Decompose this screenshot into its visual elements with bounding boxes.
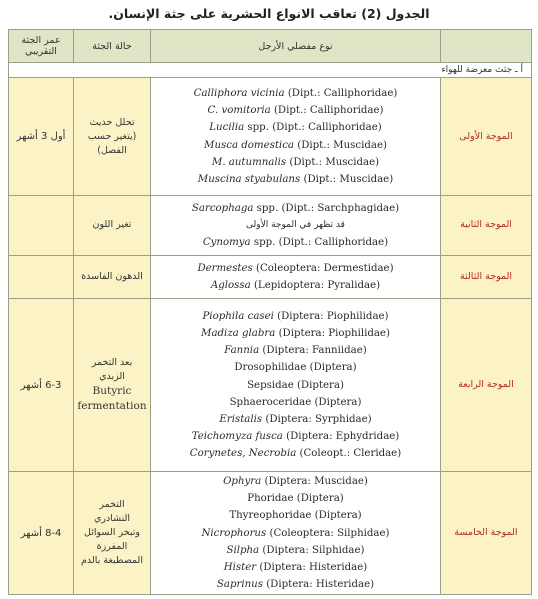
succession-table [8, 29, 532, 595]
state-line: التخمر [99, 499, 125, 511]
state-line: الزبدي [99, 371, 125, 383]
species-family: (Diptera: Piophilidae) [277, 310, 389, 322]
species-line: Sepsidae (Diptera) [247, 379, 344, 391]
species-line [151, 525, 440, 542]
wave-cell [441, 255, 532, 298]
species-family: (Dipt.: Calliphoridae) [278, 236, 389, 248]
table-title: الجدول (2) تعاقب الانواع الحشرية على جثة الإنسان. [108, 6, 430, 21]
species-line [151, 200, 440, 217]
state-line-en: fermentation [77, 400, 147, 413]
header-state: حالة الجثة [74, 30, 151, 63]
state-cell [74, 472, 151, 595]
state-cell [74, 298, 151, 471]
species-cell [151, 196, 441, 256]
species-cell [151, 298, 441, 471]
species-family: (Coleoptera: Silphidae) [269, 527, 390, 539]
species-line [151, 85, 440, 102]
species-name: M. autumnalis [211, 156, 287, 168]
species-line [151, 234, 440, 251]
species-line [151, 559, 440, 576]
wave-label: الموجة الرابعة [458, 379, 514, 391]
state-line: (يتغير حسب [87, 130, 137, 142]
wave-label: الموجة الأولى [459, 130, 513, 142]
species-line [151, 473, 440, 490]
species-line [151, 102, 440, 119]
species-family: (Dipt.: Calliphoridae) [273, 105, 384, 117]
species-line: قد تظهر في الموجة الأولى [246, 219, 345, 230]
species-name: Aglossa [210, 279, 251, 291]
species-line [151, 428, 440, 445]
wave-label: الموجة الثالثة [459, 270, 513, 282]
species-name: Corynetes, Necrobia [189, 448, 297, 460]
species-family: (Coleoptera: Dermestidae) [256, 262, 394, 274]
table-row [9, 196, 532, 256]
species-name: Eristalis [219, 414, 263, 426]
wave-label: الموجة الثانية [460, 219, 512, 231]
species-name: Saprinus [216, 579, 263, 591]
species-line [151, 342, 440, 359]
state-line: تحلل حديث [89, 116, 135, 128]
species-line [151, 411, 440, 428]
species-name: Sarcophaga [191, 202, 254, 214]
species-family: (Diptera: Silphidae) [262, 544, 365, 556]
species-name: Hister [223, 562, 257, 574]
species-name: Silpha [226, 544, 260, 556]
species-suffix: spp. [247, 122, 269, 134]
species-family: (Diptera: Histeridae) [266, 579, 375, 591]
age-text: 6-3 أشهر [20, 379, 62, 391]
species-name: Calliphora vicinia [193, 88, 285, 100]
wave-cell [441, 472, 532, 595]
species-name: Lucilia [209, 122, 245, 134]
species-name: Teichomyza fusca [191, 431, 283, 443]
species-family: (Diptera: Piophilidae) [278, 328, 390, 340]
table-row [9, 298, 532, 471]
species-family: (Diptera: Ephydridae) [286, 431, 400, 443]
state-line: تغير اللون [92, 219, 132, 231]
species-suffix: spp. [253, 236, 276, 248]
wave-cell [441, 298, 532, 471]
species-family: (Diptera: Histeridae) [259, 562, 368, 574]
species-family: (Dipt.: Muscidae) [289, 156, 380, 168]
age-cell [9, 78, 74, 196]
species-line: Phoridae (Diptera) [247, 493, 344, 505]
species-line: Drosophilidae (Diptera) [234, 362, 357, 374]
wave-label: الموجة الخامسة [454, 527, 518, 539]
species-line: Thyreophoridae (Diptera) [229, 510, 362, 522]
species-line [151, 445, 440, 462]
header-row [9, 30, 532, 63]
state-cell [74, 255, 151, 298]
state-line: الدهون الفاسدة [81, 270, 143, 282]
species-family: (Diptera: Syrphidae) [265, 414, 372, 426]
species-line [151, 137, 440, 154]
header-species: نوع مفصلي الأرجل [151, 30, 441, 63]
wave-cell [441, 78, 532, 196]
species-family: (Dipt.: Sarchphagidae) [281, 202, 400, 214]
age-cell [9, 255, 74, 298]
species-family: (Dipt.: Calliphoridae) [272, 122, 382, 134]
species-family: (Dipt.: Muscidae) [297, 139, 387, 151]
section-row [9, 63, 532, 78]
species-name: Cynomya [202, 236, 251, 248]
state-line: الفصل) [97, 144, 127, 156]
species-name: Musca domestica [204, 139, 294, 151]
wave-cell [441, 196, 532, 256]
species-line [151, 325, 440, 342]
table-row [9, 255, 532, 298]
species-family: (Lepidoptera: Pyralidae) [253, 279, 381, 291]
age-text: أول 3 أشهر [16, 131, 66, 143]
species-name: Fannia [224, 345, 260, 357]
species-family: (Dipt.: Calliphoridae) [287, 88, 398, 100]
species-cell [151, 78, 441, 196]
section-label: أ ـ جثث معرضة للهواء [9, 63, 532, 78]
species-name: Dermestes [197, 262, 253, 274]
species-cell [151, 255, 441, 298]
state-line: بعد التخمر [91, 357, 133, 369]
species-line [151, 260, 440, 277]
species-line [151, 277, 440, 294]
species-name: C. vomitoria [207, 105, 271, 117]
species-name: Ophyra [223, 476, 262, 488]
species-family: (Diptera: Muscidae) [264, 476, 368, 488]
species-line: Sphaeroceridae (Diptera) [229, 396, 362, 408]
species-line [151, 576, 440, 593]
state-line-en: Butyric [92, 385, 132, 398]
species-name: Piophila casei [202, 310, 274, 322]
species-line [151, 308, 440, 325]
header-wave [441, 30, 532, 63]
state-line: النشادري [93, 513, 131, 525]
state-line: وتبخر السوائل [84, 527, 140, 539]
species-line [151, 171, 440, 188]
age-cell [9, 472, 74, 595]
state-cell [74, 78, 151, 196]
table-row [9, 78, 532, 196]
species-name: Muscina styabulans [197, 174, 301, 186]
header-age: عمر الجثة التقريبي [9, 30, 74, 63]
table-row [9, 472, 532, 595]
species-line [151, 154, 440, 171]
species-suffix: spp. [256, 202, 279, 214]
species-name: Madiza glabra [201, 328, 276, 340]
species-line [151, 542, 440, 559]
age-text: 8-4 أشهر [20, 527, 62, 539]
age-cell [9, 196, 74, 256]
species-family: (Coleopt.: Cleridae) [299, 448, 402, 460]
species-cell [151, 472, 441, 595]
species-family: (Diptera: Fanniidae) [262, 345, 367, 357]
species-family: (Dipt.: Muscidae) [303, 174, 394, 186]
state-cell [74, 196, 151, 256]
species-line [151, 119, 440, 136]
state-line: المصطبغة بالدم [81, 555, 143, 567]
state-line: المفرزة [96, 541, 128, 553]
age-cell [9, 298, 74, 471]
species-name: Nicrophorus [201, 527, 267, 539]
